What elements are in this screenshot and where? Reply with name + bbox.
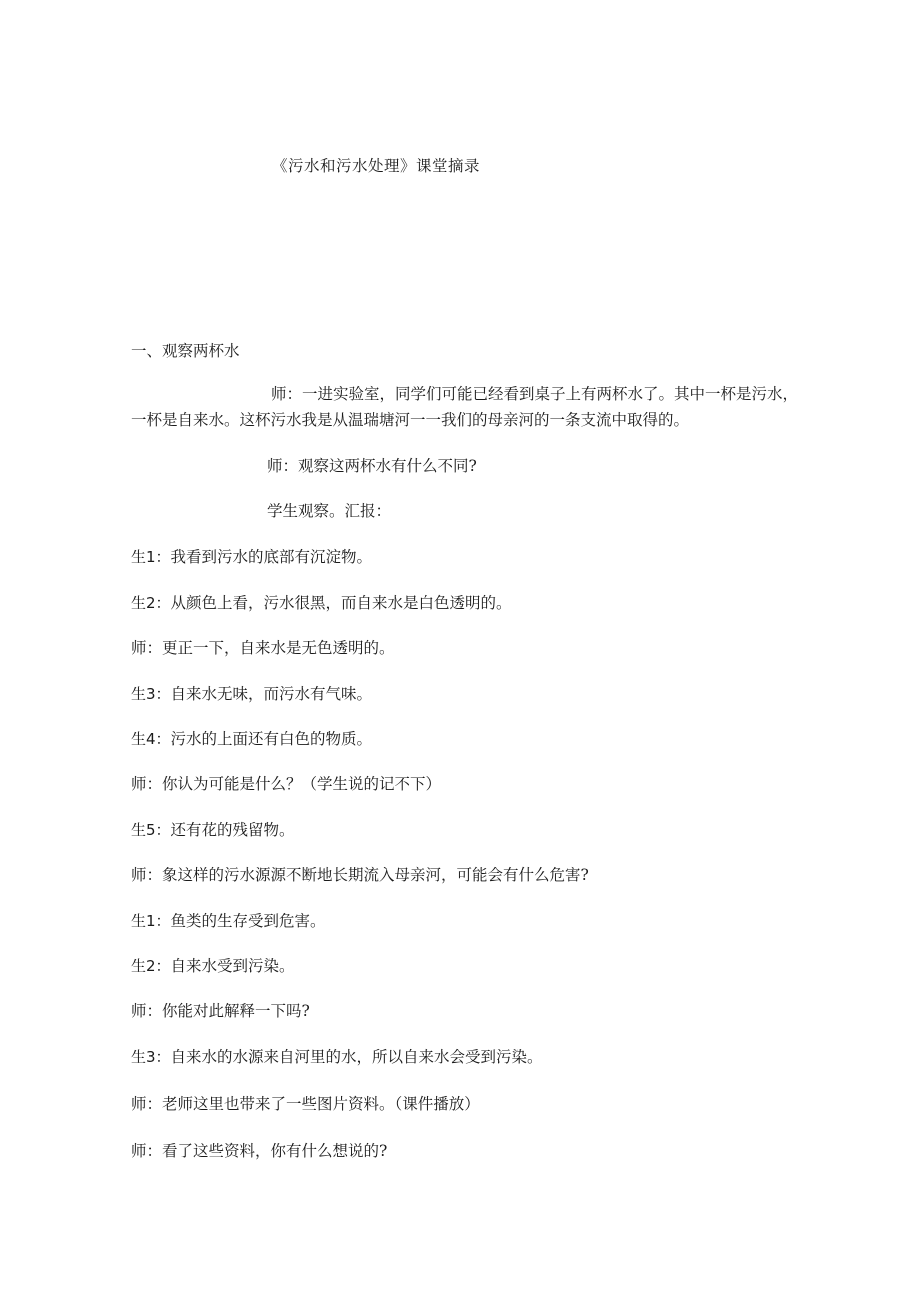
- document-title: 《污水和污水处理》课堂摘录: [272, 157, 481, 175]
- speaker-label: 生4：: [131, 730, 171, 748]
- dialogue-text: 自来水的水源来自河里的水，所以自来水会受到污染。: [170, 1048, 543, 1066]
- speaker-label: 师：: [131, 1142, 163, 1160]
- dialogue-text: 我看到污水的底部有沉淀物。: [170, 548, 373, 566]
- dialogue-text: 你能对此解释一下吗?: [162, 1002, 310, 1020]
- dialogue-text: 从颜色上看，污水很黑，而自来水是白色透明的。: [170, 594, 512, 612]
- speaker-label: 师：: [131, 866, 163, 884]
- dialogue-text: 象这样的污水源源不断地长期流入母亲河，可能会有什么危害?: [162, 866, 589, 884]
- dialogue-text: 你认为可能是什么？（学生说的记不下）: [162, 775, 442, 793]
- dialogue-line: [131, 545, 372, 567]
- dialogue-line: [131, 772, 441, 794]
- speaker-label: 生2：: [131, 594, 171, 612]
- section-heading: 一、观察两杯水: [131, 342, 240, 360]
- dialogue-line: [131, 636, 395, 658]
- speaker-label: 生5：: [131, 821, 171, 839]
- dialogue-text: 污水的上面还有白色的物质。: [170, 730, 373, 748]
- speaker-label: 生2：: [131, 957, 171, 975]
- dialogue-text: 更正一下，自来水是无色透明的。: [162, 639, 395, 657]
- speaker-label: 师：: [131, 639, 163, 657]
- intro-paragraph-text: 师：一进实验室，同学们可能已经看到桌子上有两杯水了。其中一杯是污水，一杯是自来水。这杯污水我是从温瑞塘河一一我们的母亲河的一条支流中取得的。: [131, 385, 799, 429]
- dialogue-line: [131, 818, 295, 840]
- dialogue-text: 鱼类的生存受到危害。: [170, 912, 326, 930]
- dialogue-line: [131, 954, 295, 976]
- intro-paragraph: [131, 381, 799, 433]
- dialogue-line: [131, 909, 326, 931]
- dialogue-line: [131, 1139, 387, 1161]
- dialogue-text: 自来水无味，而污水有气味。: [170, 685, 373, 703]
- speaker-label: 师：: [131, 1095, 163, 1113]
- speaker-label: 师：: [131, 775, 163, 793]
- dialogue-text: 看了这些资料，你有什么想说的?: [162, 1142, 388, 1160]
- dialogue-line: [131, 682, 372, 704]
- dialogue-line: [131, 999, 310, 1021]
- teacher-question-line: 师：观察这两杯水有什么不同?: [267, 457, 477, 475]
- speaker-label: 生1：: [131, 548, 171, 566]
- dialogue-line: [131, 727, 372, 749]
- dialogue-line: [131, 1092, 480, 1114]
- speaker-label: 师：: [131, 1002, 163, 1020]
- dialogue-line: [131, 591, 512, 613]
- speaker-label: 生3：: [131, 1048, 171, 1066]
- speaker-label: 生1：: [131, 912, 171, 930]
- dialogue-text: 还有花的残留物。: [170, 821, 295, 839]
- dialogue-text: 老师这里也带来了一些图片资料。（课件播放）: [162, 1095, 480, 1113]
- dialogue-text: 自来水受到污染。: [170, 957, 295, 975]
- speaker-label: 生3：: [131, 685, 171, 703]
- students-observe-line: 学生观察。汇报：: [267, 502, 392, 520]
- dialogue-line: [131, 863, 589, 885]
- dialogue-line: [131, 1045, 543, 1067]
